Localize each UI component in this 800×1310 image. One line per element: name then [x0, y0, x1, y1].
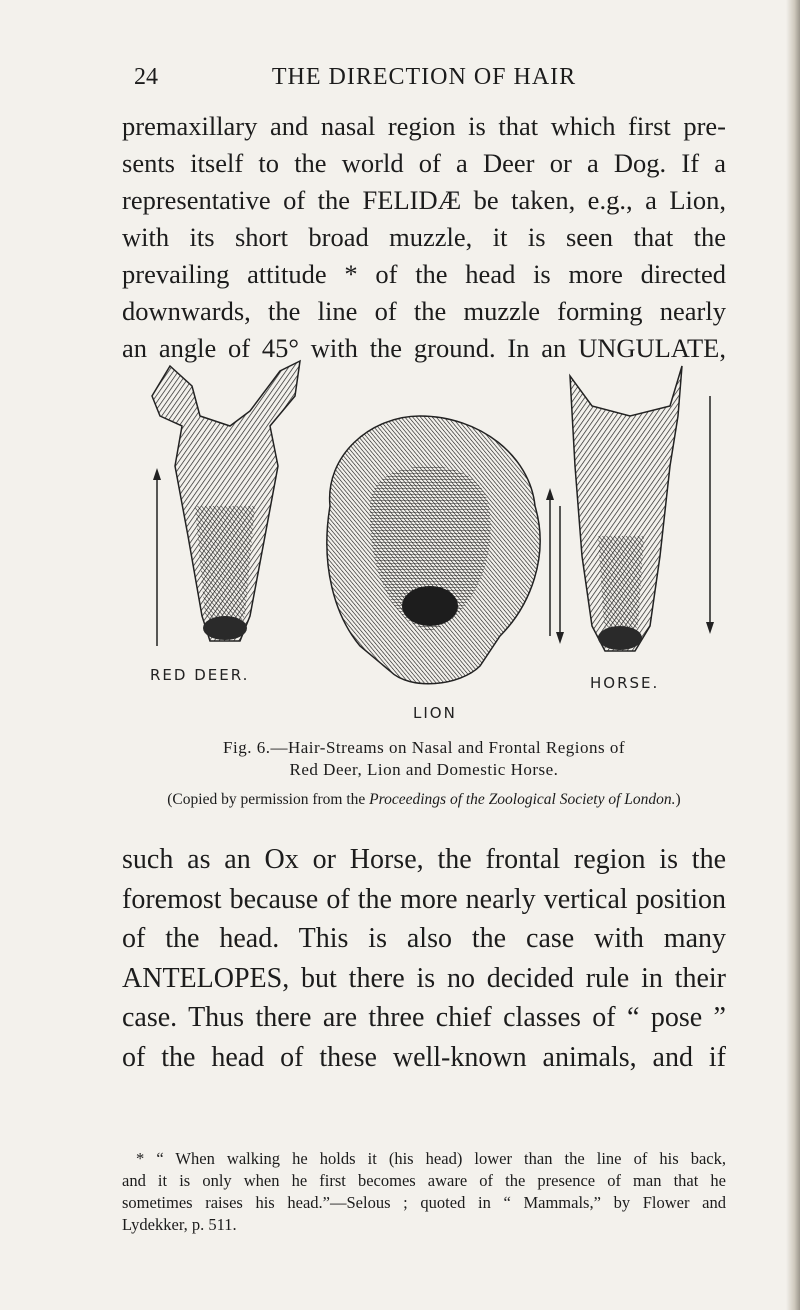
label-red-deer: RED DEER. [150, 666, 250, 684]
footnote-line: and it is only when he first becomes aware of the presence of man that he [122, 1171, 726, 1190]
figure-caption-line2: Red Deer, Lion and Domestic Horse. [289, 760, 559, 779]
text-line: an angle of 45° with the ground. In an UNGULATE, [122, 333, 726, 363]
text-line: such as an Ox or Horse, the frontal region is the [122, 844, 726, 875]
figure-hair-streams [130, 356, 730, 726]
horse-head-illustration [556, 366, 714, 651]
page-number: 24 [134, 64, 158, 90]
text-line: foremost because of the more nearly vertical position [122, 883, 726, 915]
running-title: THE DIRECTION OF HAIR [271, 64, 577, 90]
lion-head-illustration [327, 416, 554, 684]
text-line: downwards, the line of the muzzle forming nearly [122, 296, 726, 326]
footnote-line: sometimes raises his head.”—Selous ; quoted in “ Mammals,” by Flower and [122, 1193, 726, 1212]
figure-credit [122, 791, 726, 809]
text-line: representative of the FELIDÆ be taken, e.g., a Lion, [122, 185, 726, 215]
text-line: case. Thus there are three chief classes of “ pose ” [122, 1002, 726, 1033]
red-deer-head-illustration [152, 361, 300, 646]
text-line: of the head of these well-known animals, and if [122, 1041, 726, 1073]
text-line: of the head. This is also the case with many [122, 923, 726, 954]
label-lion: LION [413, 704, 457, 722]
text-line: sents itself to the world of a Deer or a Dog. If a [122, 148, 726, 178]
text-line: ANTELOPES, but there is no decided rule in their [122, 962, 726, 994]
footnote-line: * “ When walking he holds it (his head) lower than the line of his back, [136, 1149, 726, 1168]
paragraph-bottom [122, 840, 726, 1077]
text-line: prevailing attitude * of the head is more directed [122, 259, 726, 289]
paragraph-top [122, 108, 726, 367]
credit-prefix: (Copied by permission from the [167, 791, 370, 808]
credit-suffix: ) [675, 791, 681, 808]
text-line: premaxillary and nasal region is that which first pre- [122, 111, 726, 141]
figure-caption: Fig. 6.—Hair-Streams on Nasal and Frontal Regions of [223, 738, 625, 757]
footnote-line: Lydekker, p. 511. [122, 1215, 237, 1234]
footnote [122, 1148, 726, 1236]
credit-source: Proceedings of the Zoological Society of London. [369, 791, 676, 808]
label-horse: HORSE. [590, 674, 660, 692]
page-header [122, 64, 726, 94]
page-edge-shadow [786, 0, 800, 1310]
text-line: with its short broad muzzle, it is seen that the [122, 222, 726, 252]
